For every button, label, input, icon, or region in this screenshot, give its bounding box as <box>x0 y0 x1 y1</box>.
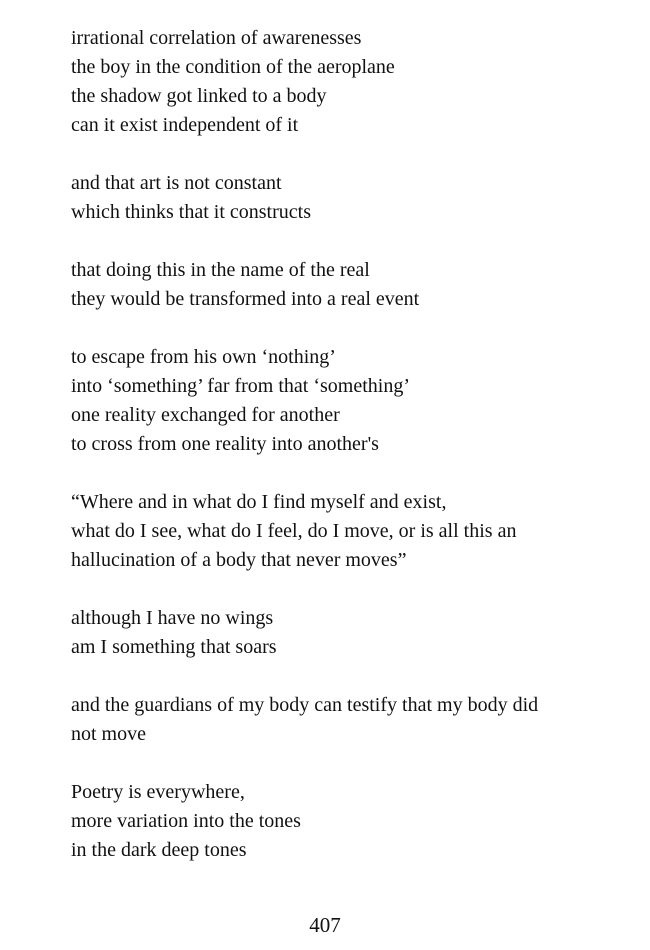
stanza-5 <box>71 488 631 575</box>
stanza-8 <box>71 778 631 865</box>
stanza-6 <box>71 604 631 662</box>
stanza-2 <box>71 169 631 227</box>
poem-line: “Where and in what do I find myself and exist, <box>71 491 447 513</box>
stanza-4 <box>71 343 631 459</box>
stanza-3 <box>71 256 631 314</box>
poem-line: although I have no wings <box>71 607 274 629</box>
poem-line: irrational correlation of awarenesses <box>71 27 362 49</box>
poem-line: in the dark deep tones <box>71 839 247 861</box>
stanza-7 <box>71 691 631 749</box>
poem-line: that doing this in the name of the real <box>71 259 370 281</box>
page-number: 407 <box>309 913 341 937</box>
poem-line: into ‘something’ far from that ‘something’ <box>71 375 410 397</box>
poem-line: they would be transformed into a real event <box>71 288 420 310</box>
stanza-1 <box>71 24 631 140</box>
poem-line: one reality exchanged for another <box>71 404 340 426</box>
poem-line: not move <box>71 723 146 745</box>
poem-line: the shadow got linked to a body <box>71 85 327 107</box>
poem-line: which thinks that it constructs <box>71 201 311 223</box>
poem-body <box>71 24 631 894</box>
poem-line: what do I see, what do I feel, do I move, or is all this an <box>71 520 517 542</box>
poem-line: and that art is not constant <box>71 172 282 194</box>
poem-line: more variation into the tones <box>71 810 301 832</box>
poem-line: can it exist independent of it <box>71 114 299 136</box>
poem-line: to escape from his own ‘nothing’ <box>71 346 336 368</box>
poem-line: the boy in the condition of the aeroplane <box>71 56 395 78</box>
poem-line: to cross from one reality into another's <box>71 433 379 455</box>
poem-line: am I something that soars <box>71 636 277 658</box>
poem-line: hallucination of a body that never moves” <box>71 549 407 571</box>
poem-line: and the guardians of my body can testify that my body did <box>71 694 539 716</box>
poem-line: Poetry is everywhere, <box>71 781 245 803</box>
